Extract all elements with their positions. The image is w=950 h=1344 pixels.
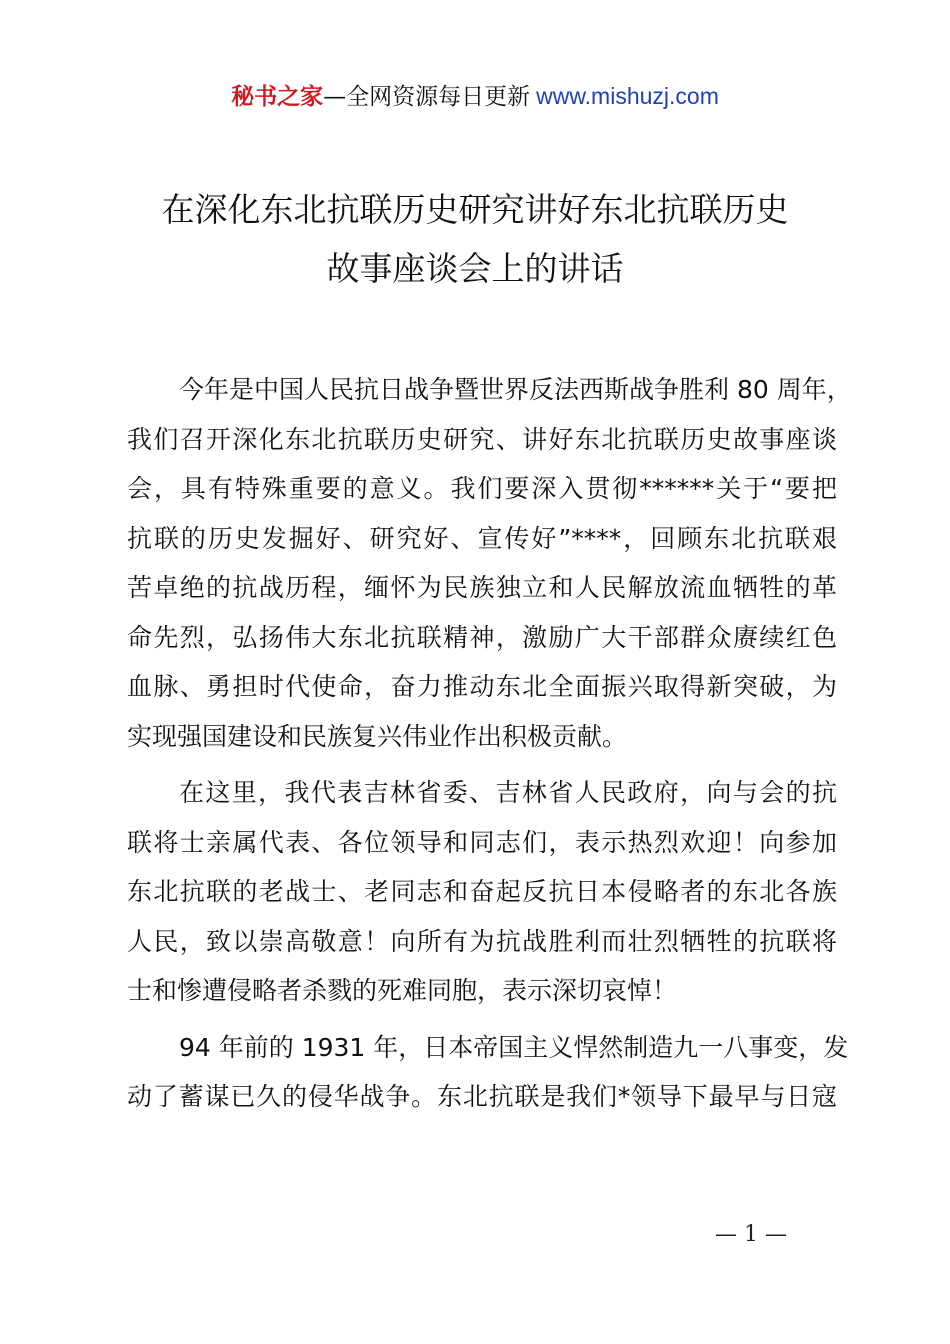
body-paragraph: [127, 1023, 849, 1122]
body-line: 东北抗联的老战士、老同志和奋起反抗日本侵略者的东北各族: [127, 877, 837, 906]
body-line: 94 年前的 1931 年，日本帝国主义悍然制造九一八事变，发: [179, 1032, 849, 1062]
body-line: 联将士亲属代表、各位领导和同志们，表示热烈欢迎！向参加: [127, 827, 837, 857]
document-body: [127, 365, 852, 1129]
title-line-2: 故事座谈会上的讲话: [326, 249, 624, 288]
site-header: [0, 80, 950, 113]
body-paragraph: [127, 768, 837, 1016]
page-number: — 1 —: [715, 1222, 787, 1247]
body-line: 我们召开深化东北抗联历史研究、讲好东北抗联历史故事座谈: [127, 424, 837, 454]
site-url[interactable]: www.mishuzj.com: [536, 83, 719, 109]
title-line-1: 在深化东北抗联历史研究讲好东北抗联历史: [161, 190, 789, 229]
body-line: 动了蓄谋已久的侵华战争。东北抗联是我们*领导下最早与日寇: [127, 1082, 837, 1111]
body-line: 实现强国建设和民族复兴伟业作出积极贡献。: [127, 721, 628, 751]
body-line: 会，具有特殊重要的意义。我们要深入贯彻******关于“要把: [127, 474, 837, 503]
body-line: 抗联的历史发掘好、研究好、宣传好”****，回顾东北抗联艰: [127, 523, 837, 553]
body-line: 血脉、勇担时代使命，奋力推动东北全面振兴取得新突破，为: [127, 672, 837, 701]
body-line: 士和惨遭侵略者杀戮的死难同胞，表示深切哀悼！: [127, 976, 678, 1005]
site-brand: 秘书之家: [231, 84, 324, 110]
site-tagline: —全网资源每日更新: [323, 84, 531, 110]
body-line: 苦卓绝的抗战历程，缅怀为民族独立和人民解放流血牺牲的革: [127, 573, 837, 602]
body-line: 在这里，我代表吉林省委、吉林省人民政府，向与会的抗: [179, 778, 837, 807]
body-line: 今年是中国人民抗日战争暨世界反法西斯战争胜利 80 周年，: [179, 375, 852, 404]
body-line: 命先烈，弘扬伟大东北抗联精神，激励广大干部群众赓续红色: [127, 622, 837, 652]
document-title: [0, 180, 950, 298]
body-paragraph: [127, 365, 852, 761]
body-line: 人民，致以崇高敬意！向所有为抗战胜利而壮烈牺牲的抗联将: [127, 926, 837, 956]
